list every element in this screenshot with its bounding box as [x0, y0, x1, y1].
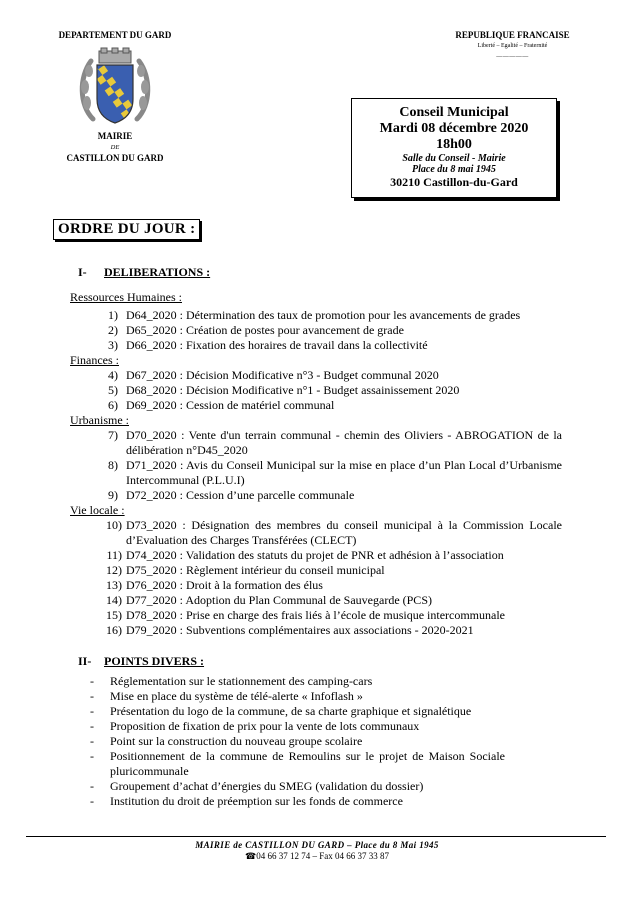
- council-info-box: [351, 98, 557, 198]
- mairie-label: MAIRIE: [97, 131, 133, 141]
- section-points-divers: [78, 654, 204, 669]
- council-city: 30210 Castillon-du-Gard: [390, 175, 518, 189]
- town-label: CASTILLON DU GARD: [66, 153, 164, 163]
- republic-label: REPUBLIQUE FRANCAISE: [455, 30, 570, 40]
- footer-phone: ☎04 66 37 12 74 – Fax 04 66 37 33 87: [245, 851, 389, 861]
- department-label: DEPARTEMENT DU GARD: [58, 30, 172, 40]
- category-vie-locale: Vie locale :: [70, 503, 125, 517]
- section-number: I-: [78, 265, 87, 279]
- category-urbanisme: Urbanisme :: [70, 413, 129, 427]
- council-time: 18h00: [436, 137, 472, 152]
- section-label: POINTS DIVERS :: [104, 654, 205, 668]
- section-deliberations: [78, 265, 210, 280]
- council-date: Mardi 08 décembre 2020: [379, 121, 529, 136]
- council-title: Conseil Municipal: [399, 105, 509, 120]
- town-crest-icon: [75, 47, 155, 129]
- footer-divider: [26, 836, 606, 837]
- category-finances: Finances :: [70, 353, 119, 367]
- council-room: Salle du Conseil - Mairie: [402, 153, 506, 164]
- header-right: [440, 30, 585, 63]
- category-ressources-humaines: Ressources Humaines :: [70, 290, 182, 304]
- header-separator: —————: [496, 54, 529, 60]
- header-left: [40, 30, 190, 164]
- motto-label: Liberté – Egalité – Fraternité: [477, 43, 548, 49]
- section-number: II-: [78, 654, 92, 668]
- mairie-de-label: DE: [110, 144, 120, 151]
- footer-address: MAIRIE de CASTILLON DU GARD – Place du 8 Mai 1945: [195, 840, 439, 850]
- council-address: Place du 8 mai 1945: [412, 164, 496, 175]
- agenda-title: ORDRE DU JOUR :: [53, 219, 200, 240]
- section-label: DELIBERATIONS :: [104, 265, 211, 279]
